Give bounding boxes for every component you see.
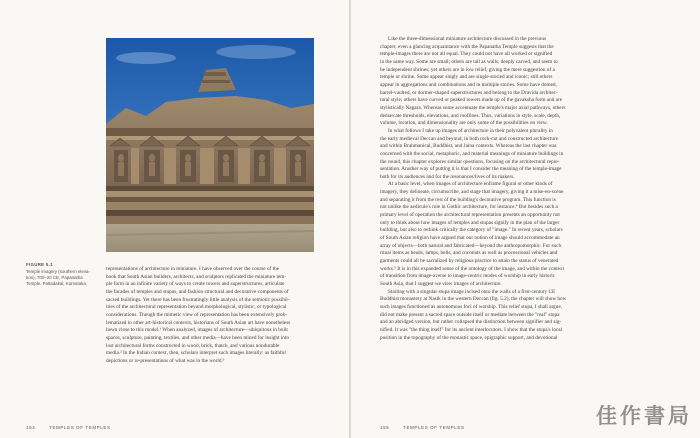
text-line: tural style; others have curved or peaked towers made up of the gavaksha form and are bbox=[380, 97, 563, 104]
figure-caption bbox=[26, 262, 90, 287]
text-line: appear in aggregations and combinations and in multiple stories. Some have domed, bbox=[380, 81, 557, 88]
text-line: book that South Asian builders, architects, and sculptors replicated the miniature tem- bbox=[106, 273, 287, 280]
text-line: ple form in an infinite variety of ways to create towers and superstructures, articulate bbox=[106, 281, 285, 288]
running-head: TEMPLES OF TEMPLES bbox=[49, 425, 111, 430]
text-line: lost architectural forms constructed in wood, brick, thatch, and various nondurable bbox=[106, 342, 280, 349]
text-line: demarcate thresholds, elevations, and rooflines. Thus, variations in style, scale, depth, bbox=[380, 112, 561, 119]
text-line: lematized in other art-historical contexts, historians of South Asian art have nonetheless bbox=[106, 319, 291, 326]
text-line: hewn close to this model.¹ When analyzed, images of architecture—ubiquitous in built bbox=[106, 327, 288, 334]
caption-line: Temple imagery (southern eleva- bbox=[26, 269, 90, 274]
text-line: not unlike the aedicule's role in Gothic architecture, for instance.⁴ But besides such a bbox=[380, 204, 558, 211]
left-page bbox=[0, 0, 349, 438]
text-line: At a basic level, when images of architecture enframe figural or other kinds of bbox=[388, 181, 553, 188]
text-line: representations of architecture in miniature. I have observed over the course of the bbox=[106, 266, 280, 272]
text-line: such images functioned as autonomous foci of worship. This relief stupa, I shall argue, bbox=[380, 303, 563, 310]
text-line: the early medieval Deccan and beyond, in both rock-cut and constructed architecture bbox=[380, 135, 559, 142]
caption-line: tion), 700–20 CE, Papanatha bbox=[26, 275, 83, 280]
text-line: considerations. Though the mimetic view of representation has been extensively prob- bbox=[106, 311, 288, 318]
text-line: works.⁵ It is in this expanded sense of the ontology of the image, and within the context bbox=[380, 265, 565, 272]
text-line: of transition from image-averse to image-centric modes of worship in early historic bbox=[380, 273, 556, 280]
left-folio bbox=[26, 425, 111, 430]
text-line: the facades of temples and stupas, and fashion structural and decorative components of bbox=[106, 288, 289, 295]
text-line: ities of the architectural representation beyond morphological, stylistic, or typological bbox=[106, 304, 287, 311]
text-line: ritual items as beads, lamps, bells, and coconuts as well as processional vehicles and bbox=[380, 250, 558, 257]
text-line: Like the three-dimensional miniature architecture discussed in the previous bbox=[388, 36, 547, 42]
text-line: and an abridged version, but rather collapsed the distinction between signifier and sig- bbox=[380, 319, 562, 326]
text-line: array of objects—both natural and fabricated—beyond the anthropomorphic. For such bbox=[380, 242, 562, 249]
figure-label: FIGURE 5.1 bbox=[26, 262, 53, 267]
text-line: be independent shrines; yet others are in low relief, giving the mere suggestion of a bbox=[380, 66, 555, 73]
text-line: media.² In the Indian context, then, scholars interpret such images literally: as faithful bbox=[106, 350, 286, 357]
text-line: South Asia, that I suggest we view images of architecture. bbox=[380, 281, 502, 287]
text-line: the round, this chapter explores similar questions, focusing on the architectural repre- bbox=[380, 158, 560, 165]
running-head: TEMPLES OF TEMPLES bbox=[403, 425, 465, 430]
text-line: depictions or re-presentations of what was in the world.³ bbox=[106, 357, 225, 364]
text-line: of South Asian religion have argued that our notion of image should accommodate an bbox=[380, 235, 560, 242]
text-line: position in the topography of the monastic space, epigraphic support, and devotional bbox=[380, 334, 558, 341]
text-line: In what follows I take up images of architecture in their polyvalent plurality in bbox=[388, 127, 553, 134]
right-folio bbox=[380, 425, 465, 430]
right-body-text bbox=[380, 36, 590, 342]
text-line: spaces, sculpture, painting, textiles, and other media—have been mined for insight into bbox=[106, 334, 289, 341]
text-line: only to think about how images of temples and stupas signify in the plan of the larger bbox=[380, 219, 560, 226]
text-line: nified. It was "the thing itself" for its ancient interlocutors. I show that the stupa's local bbox=[380, 326, 563, 333]
caption-line: Temple, Pattadakal, Karnataka. bbox=[26, 281, 88, 286]
text-line: temple-images there are not all equal. They could not have all worked or signified bbox=[380, 51, 553, 58]
watermark-logo: 佳作書局 bbox=[596, 404, 692, 428]
text-line: Starting with a singular stupa image incised onto the walls of a first-century CE bbox=[388, 288, 556, 295]
left-body-text bbox=[106, 266, 316, 366]
page-number: 155 bbox=[380, 425, 390, 430]
text-line: building, but also to rethink critically the category of "image." In recent years, scholars bbox=[380, 227, 563, 234]
text-line: temple or shrine. Some appear singly and are single-storied and iconic; still others bbox=[380, 74, 553, 81]
text-line: volume, location, and dimensionality are only some of the possibilities on view. bbox=[380, 120, 548, 127]
text-line: barrel-vaulted, or dormer-shaped superstructures and belong to the Dravida architec- bbox=[380, 89, 558, 96]
text-line: both for its audiences and for the resonances/lives of its makers. bbox=[380, 173, 515, 180]
page-number: 154 bbox=[26, 425, 36, 430]
text-line: sacred buildings. Yet there has been frustratingly little analysis of the semiotic possibil- bbox=[106, 296, 290, 303]
text-line: did not make present a sacred space outside itself or mediate between the "real" stupa bbox=[380, 311, 560, 318]
text-line: imagery, they delineate, circumscribe, and stage that imagery, giving it a mise-en-scène bbox=[380, 189, 564, 196]
text-line: Buddhist monastery at Nasik in the western Deccan (fig. 5.2), the chapter will show how bbox=[380, 296, 567, 303]
text-line: and within Brahmanical, Buddhist, and Jaina contexts. Whereas the last chapter was bbox=[380, 143, 557, 150]
right-page bbox=[351, 0, 700, 438]
text-line: garments could all be sacralized by religious practice to attain the status of venerated bbox=[380, 258, 559, 265]
text-line: primary level of operation the architectural representation presents an opportunity not bbox=[380, 212, 560, 219]
text-line: in the same way. Some are small; others are tall as walls, deeply carved, and seem to bbox=[380, 58, 558, 65]
temple-photograph bbox=[106, 38, 314, 252]
text-line: sentation. Another way of putting it is that I consider the meaning of the temple-image bbox=[380, 166, 562, 173]
text-line: concerned with the social, metaphoric, and material meanings of miniature buildings in bbox=[380, 150, 564, 157]
text-line: and separating it from the rest of the building's decorative program. This function is bbox=[380, 196, 556, 203]
text-line: chapter, even a glancing acquaintance with the Papanatha Temple suggests that the bbox=[380, 43, 554, 50]
text-line: stylistically Nagara. Whereas some accentuate the temple's major axial pathways, others bbox=[380, 104, 566, 111]
